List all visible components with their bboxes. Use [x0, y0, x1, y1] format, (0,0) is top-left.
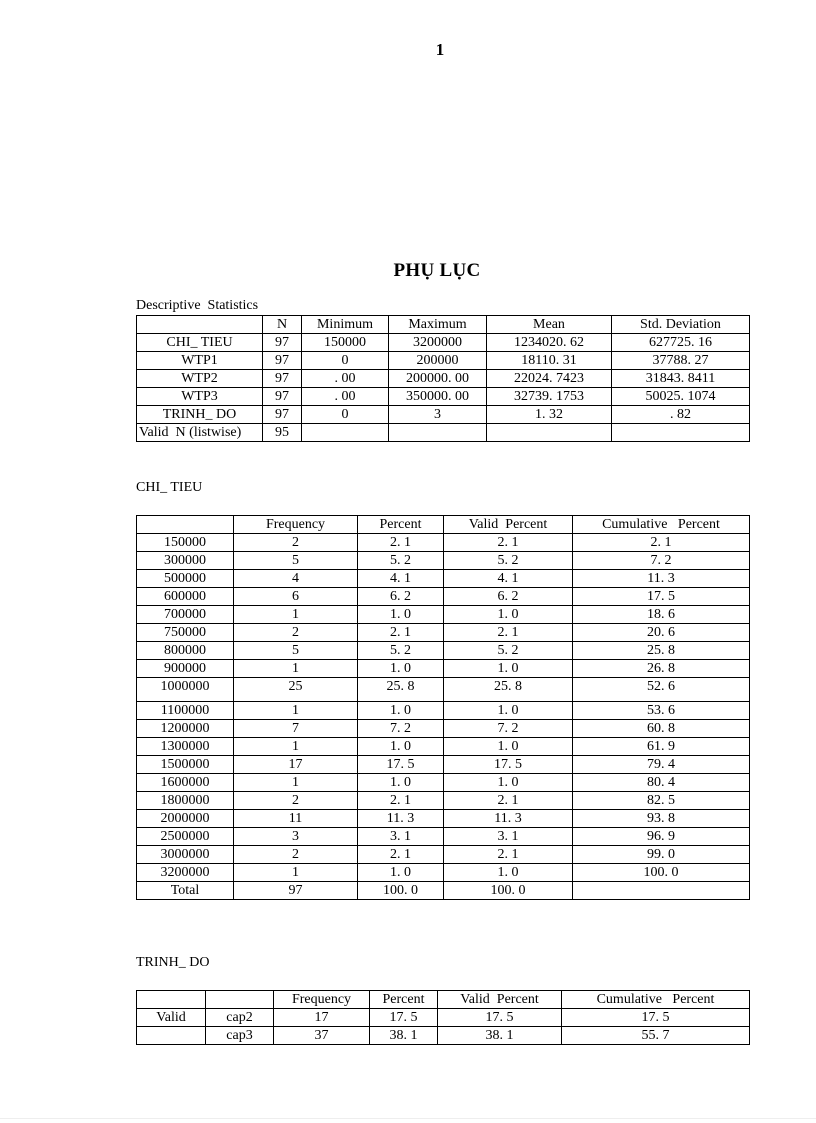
table-cell: 3. 1	[358, 828, 444, 846]
table-cell: 2500000	[137, 828, 234, 846]
table-cell: CHI_ TIEU	[137, 334, 263, 352]
table-cell: 1300000	[137, 738, 234, 756]
table-cell: 61. 9	[573, 738, 750, 756]
table-cell: 2. 1	[444, 792, 573, 810]
table-cell: 97	[263, 406, 302, 424]
table-cell: 99. 0	[573, 846, 750, 864]
table-cell: 2	[234, 846, 358, 864]
table-cell: 6	[234, 588, 358, 606]
table-cell: 2	[234, 534, 358, 552]
table-cell: 18110. 31	[487, 352, 612, 370]
table-cell: 82. 5	[573, 792, 750, 810]
column-header: Cumulative Percent	[562, 991, 750, 1009]
table-cell: 50025. 1074	[612, 388, 750, 406]
table-cell: 700000	[137, 606, 234, 624]
table-cell: 38. 1	[370, 1027, 438, 1045]
table-row	[137, 606, 750, 624]
table-cell: 37	[274, 1027, 370, 1045]
column-header	[137, 316, 263, 334]
table-cell: cap3	[206, 1027, 274, 1045]
table-row	[137, 424, 750, 442]
table-cell: 1	[234, 864, 358, 882]
table-header-row	[137, 316, 750, 334]
table-row	[137, 828, 750, 846]
table-row	[137, 1009, 750, 1027]
table-cell: Valid	[137, 1009, 206, 1027]
table-cell: 1	[234, 738, 358, 756]
table-row	[137, 864, 750, 882]
table-cell: 2. 1	[358, 846, 444, 864]
table-cell: 80. 4	[573, 774, 750, 792]
table-row	[137, 570, 750, 588]
table-cell: 11. 3	[444, 810, 573, 828]
table-cell: 1. 0	[444, 606, 573, 624]
table-cell: 32739. 1753	[487, 388, 612, 406]
chi-tieu-frequency-table	[136, 515, 750, 900]
chi-tieu-caption: CHI_ TIEU	[136, 480, 203, 495]
table-cell: 3. 1	[444, 828, 573, 846]
table-row	[137, 534, 750, 552]
table-cell: 5	[234, 552, 358, 570]
table-cell: 150000	[137, 534, 234, 552]
table-row	[137, 352, 750, 370]
column-header: Frequency	[234, 516, 358, 534]
table-cell: 37788. 27	[612, 352, 750, 370]
table-cell: 1	[234, 660, 358, 678]
table-cell: 2. 1	[358, 534, 444, 552]
table-cell: 5. 2	[444, 552, 573, 570]
table-cell: 5. 2	[358, 552, 444, 570]
table-cell: 350000. 00	[389, 388, 487, 406]
table-row	[137, 756, 750, 774]
table-row	[137, 774, 750, 792]
table-cell: 60. 8	[573, 720, 750, 738]
table-cell: WTP3	[137, 388, 263, 406]
table-cell: 7	[234, 720, 358, 738]
table-cell: 600000	[137, 588, 234, 606]
column-header: Cumulative Percent	[573, 516, 750, 534]
table-cell: 1200000	[137, 720, 234, 738]
table-cell: 1000000	[137, 678, 234, 702]
table-cell: 95	[263, 424, 302, 442]
table-row	[137, 1027, 750, 1045]
table-cell: 17. 5	[438, 1009, 562, 1027]
column-header: Percent	[370, 991, 438, 1009]
table-cell	[487, 424, 612, 442]
table-cell: 7. 2	[444, 720, 573, 738]
column-header	[137, 991, 206, 1009]
table-cell: 18. 6	[573, 606, 750, 624]
table-cell: 627725. 16	[612, 334, 750, 352]
table-cell: 2	[234, 624, 358, 642]
table-cell: 500000	[137, 570, 234, 588]
table-cell: 11. 3	[573, 570, 750, 588]
table-cell: Valid N (listwise)	[137, 424, 263, 442]
table-cell: 97	[263, 370, 302, 388]
table-cell: 5. 2	[444, 642, 573, 660]
table-cell: 17. 5	[573, 588, 750, 606]
table-cell: 25. 8	[358, 678, 444, 702]
table-cell: 1	[234, 702, 358, 720]
table-cell: 1500000	[137, 756, 234, 774]
table-row	[137, 792, 750, 810]
table-cell: 7. 2	[358, 720, 444, 738]
table-cell: 0	[302, 352, 389, 370]
column-header: Valid Percent	[444, 516, 573, 534]
table-cell: 100. 0	[444, 882, 573, 900]
table-cell: 1. 0	[358, 864, 444, 882]
table-cell: 1234020. 62	[487, 334, 612, 352]
table-cell: 1	[234, 774, 358, 792]
table-cell: 0	[302, 406, 389, 424]
page-bottom-edge	[0, 1118, 816, 1119]
table-cell: 52. 6	[573, 678, 750, 702]
table-cell: 97	[263, 334, 302, 352]
table-cell: 97	[263, 352, 302, 370]
table-cell: 17. 5	[562, 1009, 750, 1027]
table-cell: 1. 0	[358, 774, 444, 792]
table-row	[137, 624, 750, 642]
table-header-row	[137, 991, 750, 1009]
table-row	[137, 406, 750, 424]
column-header: Percent	[358, 516, 444, 534]
table-cell: cap2	[206, 1009, 274, 1027]
table-cell: 1. 0	[358, 702, 444, 720]
table-cell: 2. 1	[358, 624, 444, 642]
table-cell	[302, 424, 389, 442]
table-cell: 17. 5	[370, 1009, 438, 1027]
table-cell: 3000000	[137, 846, 234, 864]
table-cell: 11. 3	[358, 810, 444, 828]
table-cell: 150000	[302, 334, 389, 352]
table-cell: 100. 0	[573, 864, 750, 882]
table-cell: 1. 0	[444, 702, 573, 720]
table-cell: 1. 0	[358, 660, 444, 678]
page-number: 1	[435, 40, 445, 59]
table-cell: 93. 8	[573, 810, 750, 828]
table-cell: 800000	[137, 642, 234, 660]
table-cell: 11	[234, 810, 358, 828]
table-row	[137, 370, 750, 388]
table-cell: 4. 1	[444, 570, 573, 588]
table-cell: 1. 0	[358, 738, 444, 756]
table-cell: 2. 1	[573, 534, 750, 552]
table-cell: 96. 9	[573, 828, 750, 846]
table-cell: 2. 1	[444, 846, 573, 864]
table-cell: 1600000	[137, 774, 234, 792]
table-cell: WTP1	[137, 352, 263, 370]
table-row	[137, 846, 750, 864]
table-cell: TRINH_ DO	[137, 406, 263, 424]
table-row	[137, 702, 750, 720]
table-cell: 4	[234, 570, 358, 588]
table-cell: 17	[274, 1009, 370, 1027]
table-cell: Total	[137, 882, 234, 900]
table-cell: 79. 4	[573, 756, 750, 774]
column-header: Std. Deviation	[612, 316, 750, 334]
table-row	[137, 588, 750, 606]
table-cell: 26. 8	[573, 660, 750, 678]
table-cell: 25. 8	[444, 678, 573, 702]
table-row	[137, 552, 750, 570]
table-cell: 25	[234, 678, 358, 702]
table-cell: 5. 2	[358, 642, 444, 660]
table-cell: 1. 0	[358, 606, 444, 624]
table-cell: 2	[234, 792, 358, 810]
table-cell: 17. 5	[358, 756, 444, 774]
table-cell: 1100000	[137, 702, 234, 720]
column-header: Valid Percent	[438, 991, 562, 1009]
column-header: Minimum	[302, 316, 389, 334]
trinh-do-frequency-table	[136, 990, 750, 1045]
table-row	[137, 678, 750, 702]
trinh-do-caption: TRINH_ DO	[136, 955, 210, 970]
table-cell: 97	[234, 882, 358, 900]
table-cell: 4. 1	[358, 570, 444, 588]
table-cell: 300000	[137, 552, 234, 570]
table-cell: 38. 1	[438, 1027, 562, 1045]
table-cell: 3	[234, 828, 358, 846]
table-cell	[389, 424, 487, 442]
table-cell: 97	[263, 388, 302, 406]
column-header	[137, 516, 234, 534]
table-row	[137, 388, 750, 406]
table-row	[137, 810, 750, 828]
table-row	[137, 660, 750, 678]
table-cell: 2. 1	[444, 534, 573, 552]
table-cell: 1	[234, 606, 358, 624]
table-row	[137, 720, 750, 738]
column-header: Mean	[487, 316, 612, 334]
table-cell: 7. 2	[573, 552, 750, 570]
column-header: Frequency	[274, 991, 370, 1009]
table-cell: 900000	[137, 660, 234, 678]
table-cell	[573, 882, 750, 900]
table-cell: 1. 32	[487, 406, 612, 424]
table-cell: 1. 0	[444, 864, 573, 882]
table-cell: 5	[234, 642, 358, 660]
table-row	[137, 738, 750, 756]
table-cell: 25. 8	[573, 642, 750, 660]
table-cell: 1800000	[137, 792, 234, 810]
column-header	[206, 991, 274, 1009]
table-cell: 2. 1	[358, 792, 444, 810]
table-header-row	[137, 516, 750, 534]
table-cell: 3200000	[137, 864, 234, 882]
table-cell: 3	[389, 406, 487, 424]
column-header: Maximum	[389, 316, 487, 334]
descriptive-statistics-table	[136, 315, 750, 442]
table-cell: 3200000	[389, 334, 487, 352]
table-cell: 20. 6	[573, 624, 750, 642]
table-cell: 2000000	[137, 810, 234, 828]
table-cell: 6. 2	[444, 588, 573, 606]
table-cell: 200000	[389, 352, 487, 370]
table-cell: . 82	[612, 406, 750, 424]
table-cell: 31843. 8411	[612, 370, 750, 388]
table-cell: . 00	[302, 388, 389, 406]
table-row	[137, 882, 750, 900]
appendix-title: PHỤ LỤC	[393, 260, 481, 281]
table-cell: . 00	[302, 370, 389, 388]
column-header: N	[263, 316, 302, 334]
table-cell: 100. 0	[358, 882, 444, 900]
table-cell: 22024. 7423	[487, 370, 612, 388]
table-cell: 17. 5	[444, 756, 573, 774]
table-cell: 6. 2	[358, 588, 444, 606]
table-cell: 1. 0	[444, 738, 573, 756]
table-cell: 2. 1	[444, 624, 573, 642]
table-cell: 200000. 00	[389, 370, 487, 388]
table-cell: 1. 0	[444, 660, 573, 678]
table-row	[137, 642, 750, 660]
table-cell	[612, 424, 750, 442]
table-cell	[137, 1027, 206, 1045]
table-cell: WTP2	[137, 370, 263, 388]
table-cell: 17	[234, 756, 358, 774]
table-row	[137, 334, 750, 352]
table-cell: 750000	[137, 624, 234, 642]
table-cell: 1. 0	[444, 774, 573, 792]
descriptive-statistics-caption: Descriptive Statistics	[136, 298, 259, 313]
table-cell: 55. 7	[562, 1027, 750, 1045]
table-cell: 53. 6	[573, 702, 750, 720]
